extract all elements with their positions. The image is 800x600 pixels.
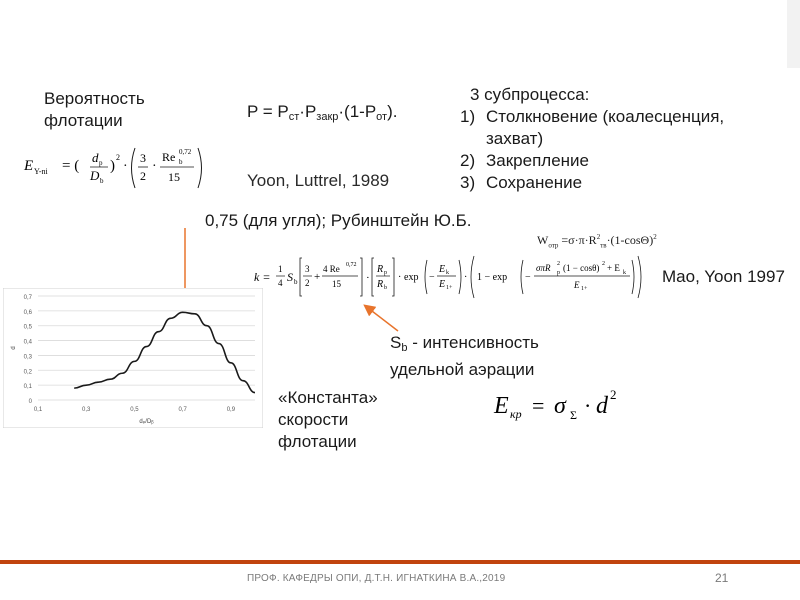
frac2-den: 15 [168, 170, 180, 184]
subprocess-item: 2) Закрепление [460, 151, 589, 170]
svg-text:4: 4 [278, 278, 283, 288]
y-tick-label: 0,2 [23, 369, 32, 376]
detachment-work-formula: $W_{отр} =\sigma\cdot\pi\cdot R^2_{тв}\cdot(1-\cos\Theta)^2$ [537, 233, 657, 250]
svg-text:2: 2 [557, 261, 560, 267]
svg-text:R: R [377, 264, 384, 275]
svg-text:2: 2 [305, 278, 310, 288]
y-tick-label: 0,5 [23, 324, 32, 331]
svg-text:k: k [446, 270, 449, 276]
svg-text:−: − [429, 272, 435, 283]
x-tick-label: 0,3 [82, 407, 91, 413]
svg-text:E: E [574, 280, 580, 290]
k-symbol: k = [254, 270, 271, 284]
svg-text:15: 15 [332, 279, 341, 289]
y-tick-label: 0 [28, 399, 32, 405]
sb-note: $S_b$ - интенсивность удельной аэрации [390, 333, 539, 379]
svg-text:·: · [366, 272, 370, 284]
svg-text:σπR: σπR [536, 263, 551, 273]
frac1-den: 2 [140, 169, 146, 183]
svg-text:1+: 1+ [446, 285, 453, 291]
y-tick-label: 0,3 [23, 354, 32, 361]
footer-bar [0, 560, 800, 564]
svg-text:·: · [464, 272, 468, 283]
svg-text:1+: 1+ [581, 286, 588, 292]
ekr-sigma-sub: Σ [570, 408, 577, 422]
ratio-den: D [90, 168, 100, 183]
frac2-num-sub: b [179, 158, 183, 166]
sb-arrow [368, 308, 398, 331]
probability-formula: $P = P_{ст}\cdot P_{закр}\cdot(1-P_{от})$. [247, 102, 398, 123]
ekr-eq: = [532, 393, 545, 418]
svg-text:2: 2 [602, 261, 605, 267]
y-tick-label: 0,7 [23, 295, 32, 301]
svg-text:b: b [294, 278, 298, 286]
citation-yoon: Yoon, Luttrel, 1989 [247, 171, 390, 190]
svg-text:(1 − cosθ): (1 − cosθ) [563, 263, 600, 273]
svg-text:S: S [287, 270, 293, 284]
svg-text:p: p [384, 270, 387, 276]
svg-text:·: · [152, 159, 157, 174]
svg-text:R: R [377, 279, 384, 290]
frac2-num: Re [162, 150, 176, 164]
formula-eq: = ( [62, 158, 80, 174]
svg-text:exp: exp [404, 272, 419, 283]
y-tick-label: 0,6 [23, 309, 32, 316]
ratio-num: d [92, 150, 99, 165]
ratio-den-sub: b [100, 177, 104, 185]
svg-text:+ E: + E [607, 263, 620, 273]
svg-text:E: E [439, 279, 446, 290]
svg-text:b: b [384, 285, 387, 291]
ekr-E-sub: кр [510, 407, 522, 421]
svg-text:3: 3 [305, 264, 310, 274]
subprocess-item: 3) Сохранение [460, 173, 583, 192]
subprocess-item: 1) Столкновение (коалесценция, захват) [460, 107, 725, 148]
citation-mao: Mao, Yoon 1997 [662, 267, 785, 286]
svg-text:): ) [110, 158, 115, 174]
angle-note: 0,75 (для угля); Рубинштейн Ю.Б. [205, 211, 472, 230]
x-axis-label: dₚ/Dᵦ [139, 419, 154, 425]
frac2-num-sup: 0,72 [179, 148, 192, 156]
ekr-dot: · [584, 393, 592, 418]
y-axis-label: d [11, 346, 17, 350]
ekr-E: E [494, 393, 509, 419]
ekr-sigma: σ [554, 393, 566, 419]
svg-text:4 Re: 4 Re [323, 264, 340, 274]
ratio-num-sub: p [99, 159, 103, 167]
probability-label: Вероятность флотации [44, 89, 145, 130]
frac1-num: 3 [140, 151, 146, 165]
efficiency-chart [3, 288, 263, 428]
svg-text:1 − exp: 1 − exp [477, 272, 508, 283]
ekr-sup: 2 [610, 387, 617, 402]
footer-text: ПРОФ. КАФЕДРЫ ОПИ, Д.Т.Н. ИГНАТКИНА В.А.,2019 [247, 573, 506, 584]
formula-E-sub: Y-ni [34, 167, 48, 176]
svg-text:0,72: 0,72 [346, 262, 357, 268]
x-tick-label: 0,7 [178, 407, 187, 413]
svg-text:k: k [623, 270, 626, 276]
constant-label: «Константа» скорости флотации [278, 388, 378, 451]
y-tick-label: 0,1 [23, 384, 32, 391]
svg-text:+: + [314, 271, 321, 283]
exp-2: 2 [116, 153, 120, 162]
formula-E: E [24, 158, 34, 174]
svg-text:·: · [398, 272, 402, 283]
subprocess-title: 3 субпроцесса: [470, 85, 590, 104]
x-tick-label: 0,1 [33, 407, 43, 413]
svg-text:·: · [123, 159, 128, 174]
x-tick-label: 0,9 [226, 407, 236, 413]
chart-svg [3, 288, 263, 428]
svg-text:−: − [525, 272, 531, 283]
x-tick-label: 0,5 [130, 407, 139, 413]
svg-text:p: p [557, 270, 560, 276]
page-number: 21 [715, 571, 729, 585]
svg-text:E: E [439, 264, 446, 275]
ekr-d: d [596, 393, 608, 419]
y-tick-label: 0,4 [23, 339, 32, 346]
svg-text:1: 1 [278, 264, 283, 274]
